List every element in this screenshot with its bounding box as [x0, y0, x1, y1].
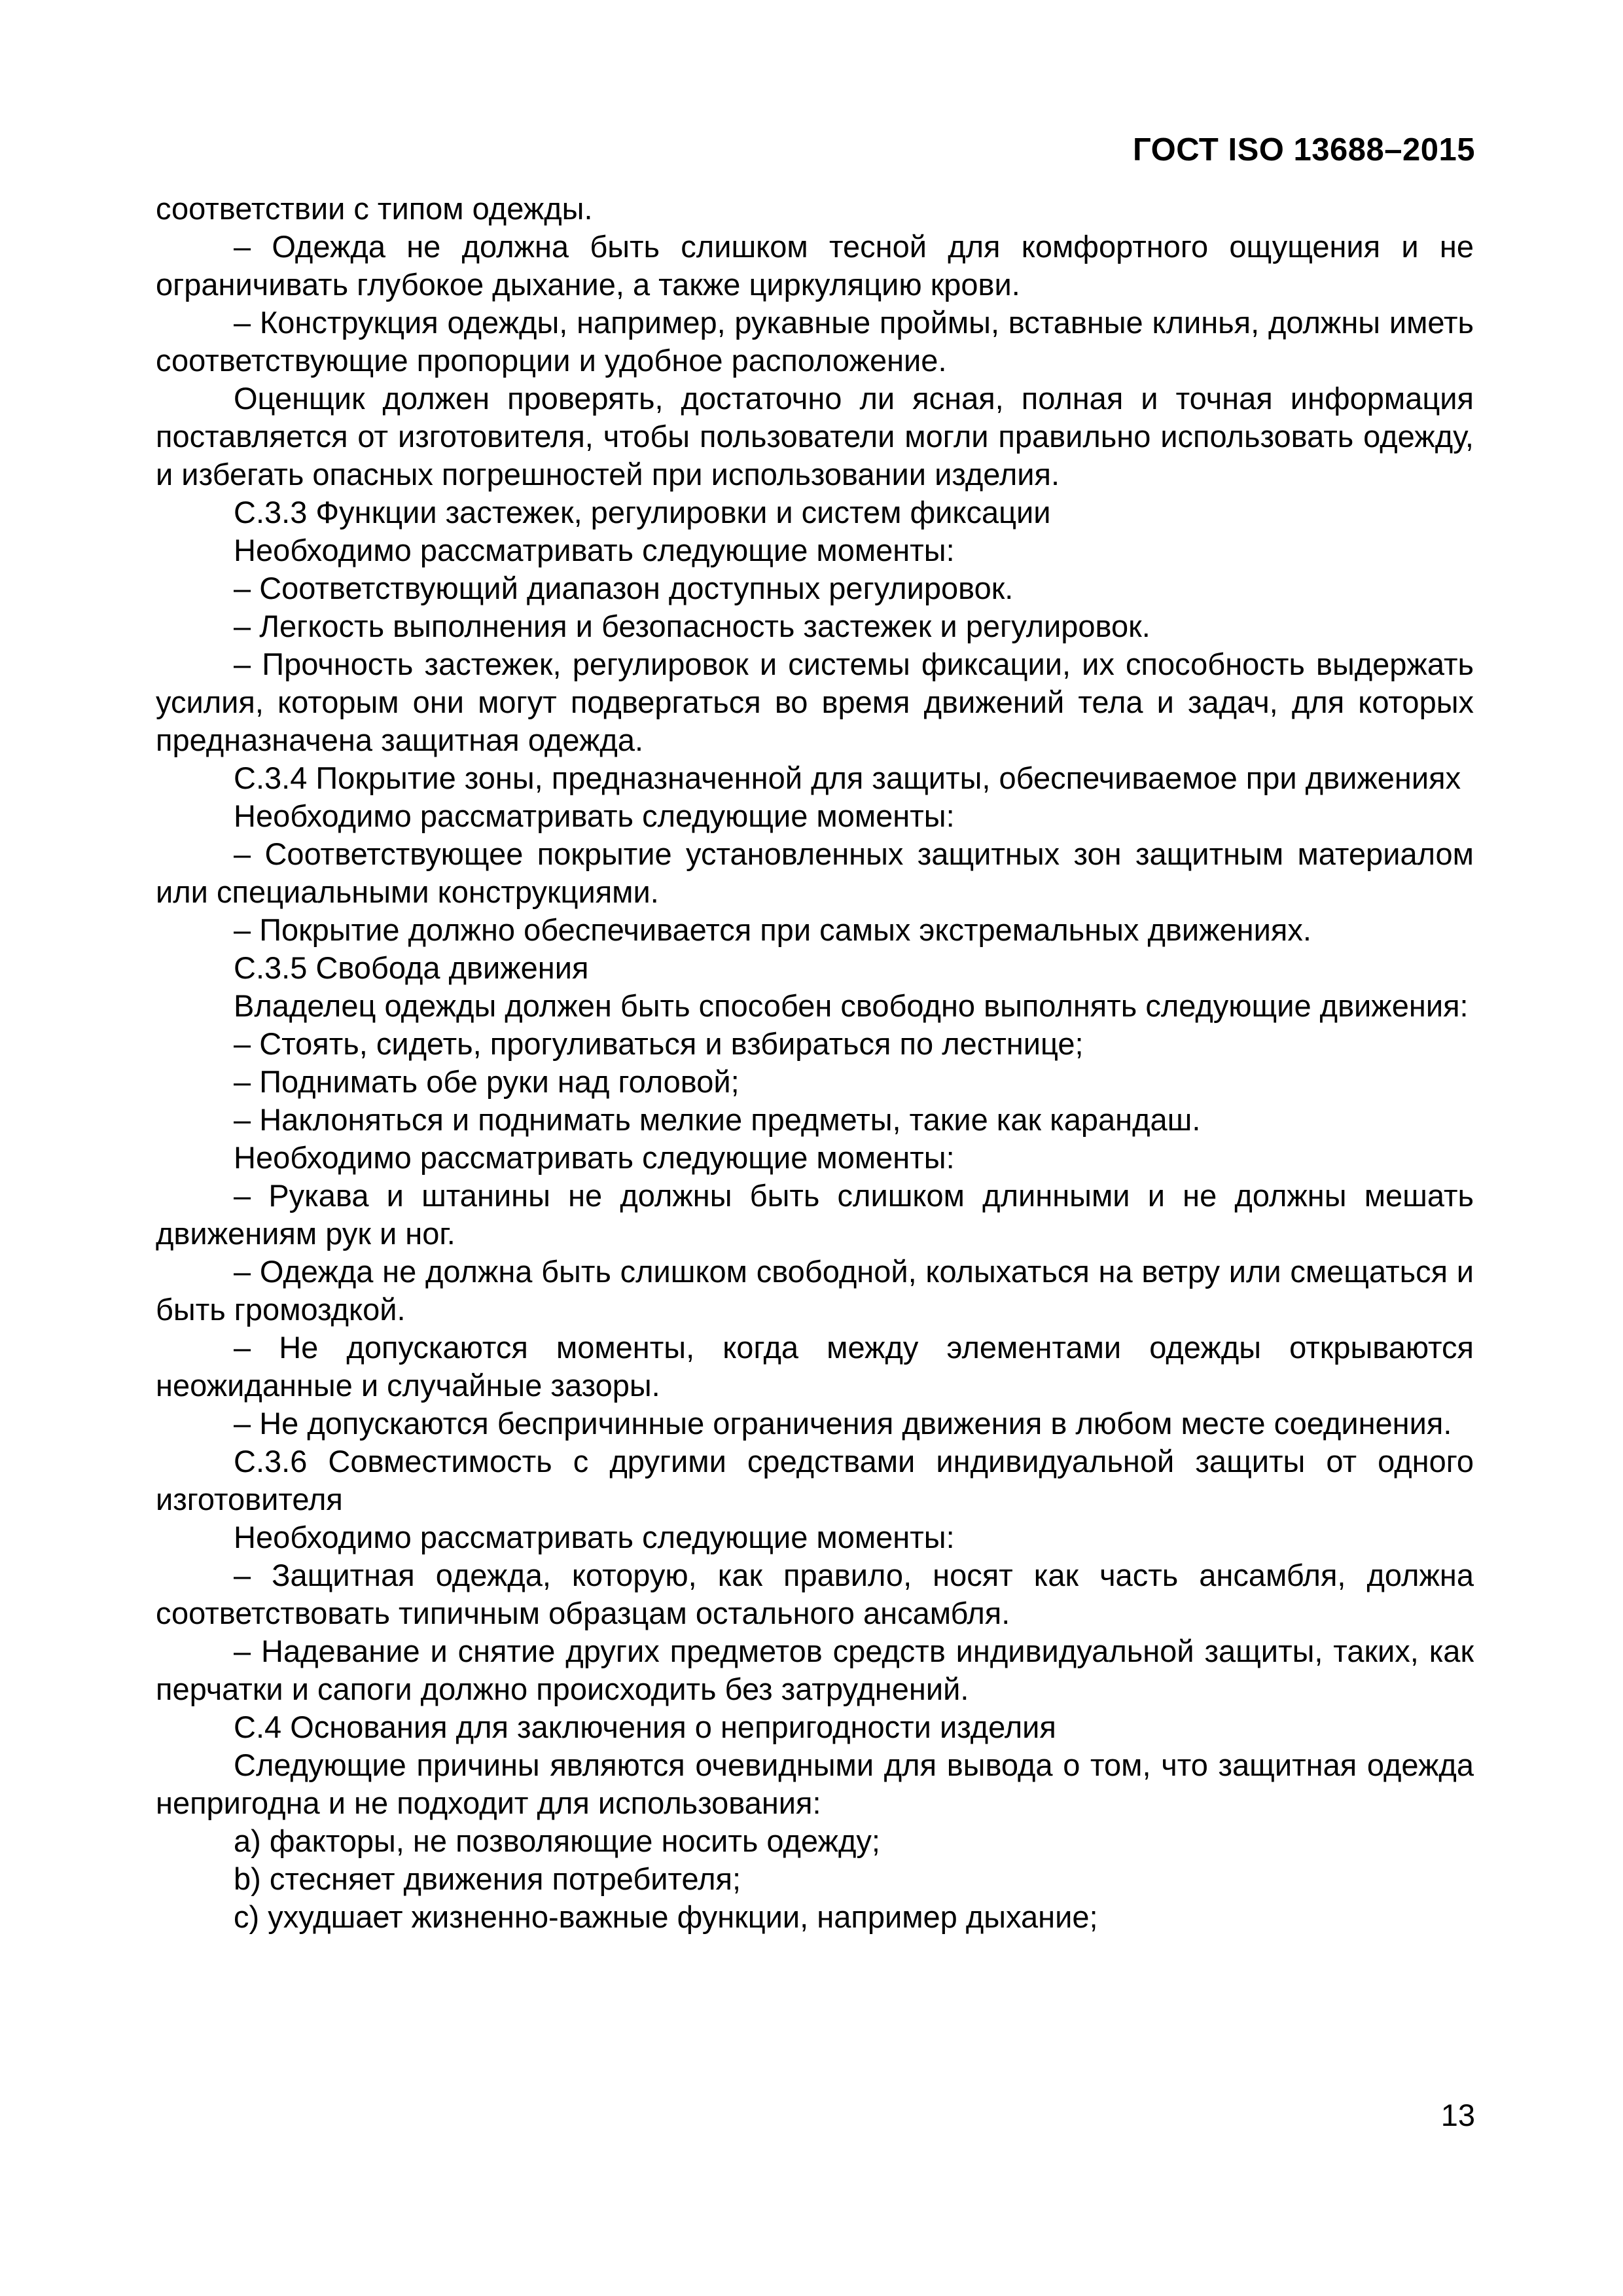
list-item: – Защитная одежда, которую, как правило, носят как часть ансамбля, должна соответствовать типичным образцам остального ансамбля.: [156, 1558, 1474, 1630]
section-heading-c33: С.3.3 Функции застежек, регулировки и систем фиксации: [234, 495, 1051, 529]
enumerated-item-a: a) факторы, не позволяющие носить одежду;: [234, 1823, 880, 1858]
list-item: – Рукава и штанины не должны быть слишком длинными и не должны мешать движениям рук и ног.: [156, 1178, 1474, 1251]
list-item: – Соответствующий диапазон доступных регулировок.: [234, 571, 1014, 605]
list-item: – Прочность застежек, регулировок и системы фиксации, их способность выдержать усилия, которым они могут подвергаться во время движений тела и задач, для которых предназначена защитная одежда.: [156, 647, 1474, 757]
paragraph: Необходимо рассматривать следующие моменты:: [234, 798, 955, 833]
paragraph: – Конструкция одежды, например, рукавные проймы, вставные клинья, должны иметь соответствующие пропорции и удобное расположение.: [156, 305, 1474, 378]
list-item: – Стоять, сидеть, прогуливаться и взбираться по лестнице;: [234, 1026, 1084, 1061]
paragraph: Необходимо рассматривать следующие моменты:: [234, 533, 955, 567]
list-item: – Поднимать обе руки над головой;: [234, 1064, 740, 1099]
paragraph: Оценщик должен проверять, достаточно ли ясная, полная и точная информация поставляется от изготовителя, чтобы пользователи могли правильно использовать одежду, и избегать опасных погрешностей при использовании изделия.: [156, 381, 1474, 492]
list-item: – Покрытие должно обеспечивается при самых экстремальных движениях.: [234, 912, 1311, 947]
paragraph: Необходимо рассматривать следующие моменты:: [234, 1520, 955, 1554]
enumerated-item-c: c) ухудшает жизненно-важные функции, например дыхание;: [234, 1899, 1098, 1934]
section-heading-c36: С.3.6 Совместимость с другими средствами индивидуальной защиты от одного изготовителя: [156, 1444, 1474, 1516]
section-heading-c4: С.4 Основания для заключения о непригодности изделия: [234, 1710, 1056, 1744]
list-item: – Одежда не должна быть слишком свободной, колыхаться на ветру или смещаться и быть громоздкой.: [156, 1254, 1474, 1327]
paragraph: – Одежда не должна быть слишком тесной для комфортного ощущения и не ограничивать глубокое дыхание, а также циркуляцию крови.: [156, 229, 1474, 302]
paragraph: Владелец одежды должен быть способен свободно выполнять следующие движения:: [234, 988, 1469, 1023]
paragraph: Необходимо рассматривать следующие моменты:: [234, 1140, 955, 1175]
list-item: – Легкость выполнения и безопасность застежек и регулировок.: [234, 609, 1150, 643]
document-code-header: ГОСТ ISO 13688–2015: [1133, 132, 1475, 168]
enumerated-item-b: b) стесняет движения потребителя;: [234, 1861, 741, 1896]
list-item: – Соответствующее покрытие установленных защитных зон защитным материалом или специальными конструкциями.: [156, 836, 1474, 909]
list-item: – Надевание и снятие других предметов средств индивидуальной защиты, таких, как перчатки и сапоги должно происходить без затруднений.: [156, 1634, 1474, 1706]
list-item: – Не допускаются беспричинные ограничения движения в любом месте соединения.: [234, 1406, 1452, 1441]
paragraph: Следующие причины являются очевидными для вывода о том, что защитная одежда непригодна и не подходит для использования:: [156, 1748, 1474, 1820]
page-body: [156, 190, 1474, 1936]
page-number: 13: [1440, 2098, 1475, 2132]
paragraph-continuation: соответствии с типом одежды.: [156, 191, 593, 226]
list-item: – Наклоняться и поднимать мелкие предметы, такие как карандаш.: [234, 1102, 1201, 1137]
list-item: – Не допускаются моменты, когда между элементами одежды открываются неожиданные и случайные зазоры.: [156, 1330, 1474, 1403]
section-heading-c35: С.3.5 Свобода движения: [234, 950, 589, 985]
section-heading-c34: С.3.4 Покрытие зоны, предназначенной для защиты, обеспечиваемое при движениях: [234, 761, 1461, 795]
